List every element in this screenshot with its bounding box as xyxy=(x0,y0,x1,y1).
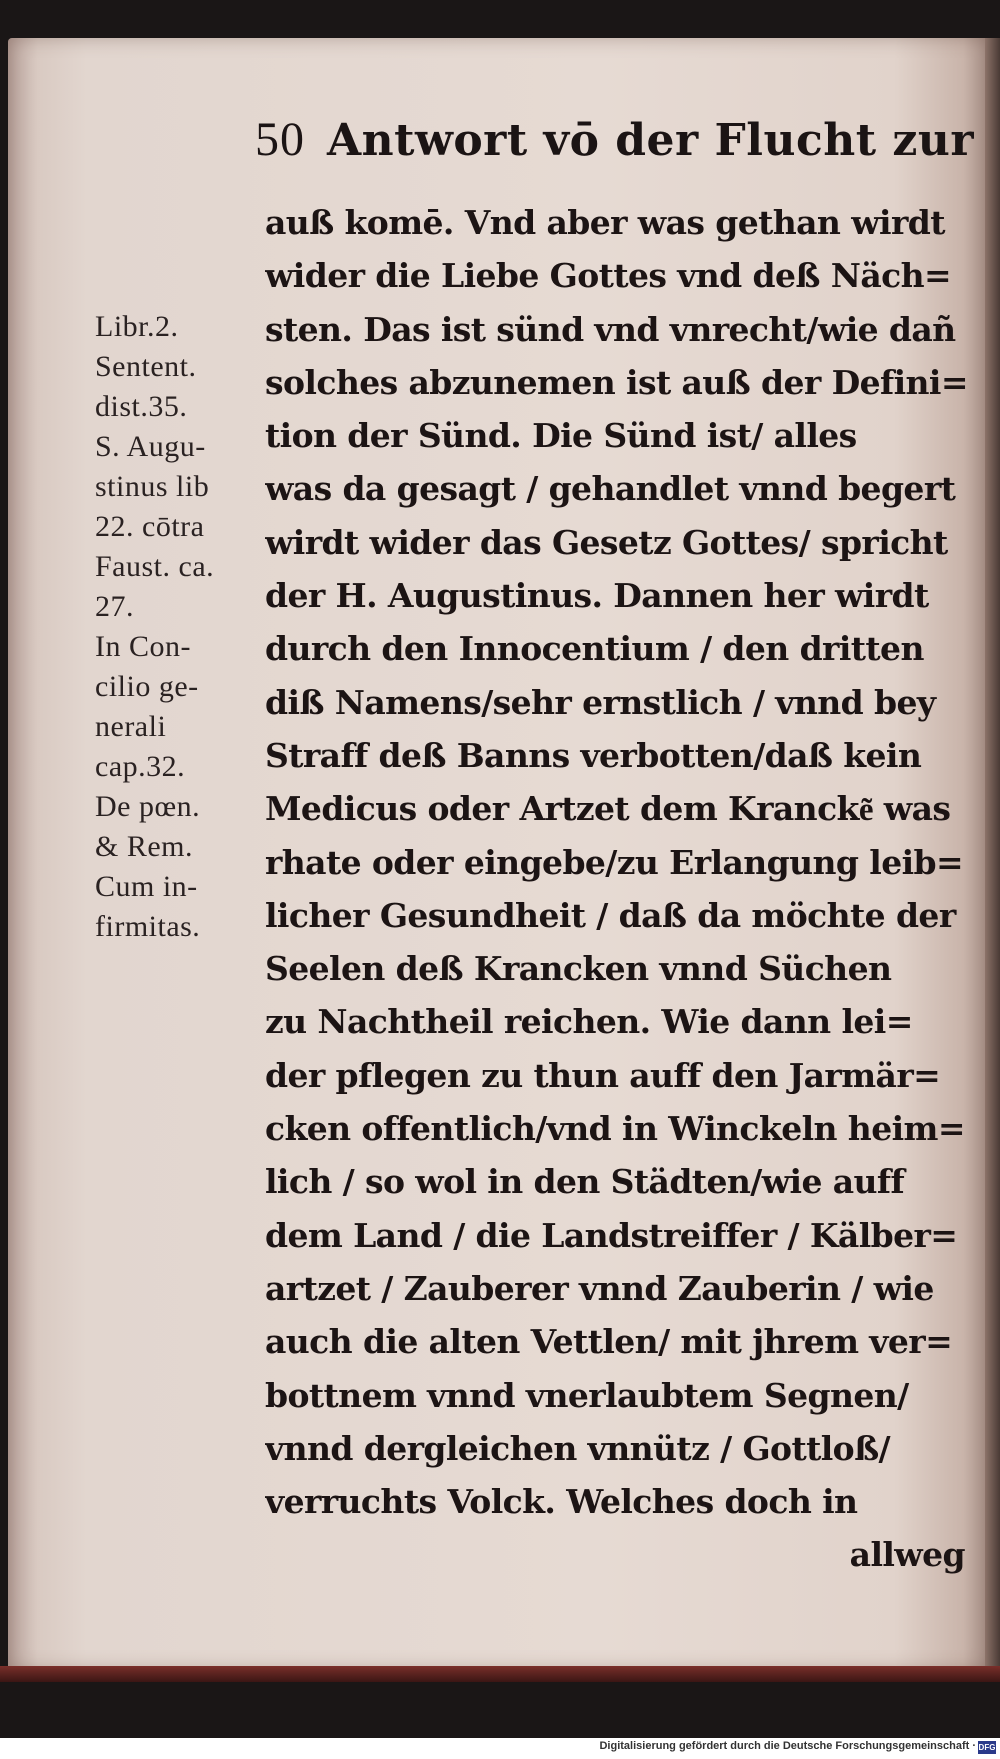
text-line: wirdt wider das Gesetz Gottes/ spricht xyxy=(265,522,948,562)
text-line: auß komē. Vnd aber was gethan wirdt xyxy=(265,203,945,242)
text-line: licher Gesundheit / daß da möchte der xyxy=(265,895,956,935)
credit-bar xyxy=(0,1738,1000,1759)
text-line: dem Land / die Landstreiffer / Kälber= xyxy=(265,1215,958,1255)
margin-note-line: Cum in- xyxy=(95,870,198,903)
text-line: durch den Innocentium / den dritten xyxy=(265,629,924,669)
text-line: cken offentlich/vnd in Winckeln heim= xyxy=(265,1109,965,1149)
text-line: der H. Augustinus. Dannen her wirdt xyxy=(265,576,929,616)
margin-note-line: firmitas. xyxy=(95,910,201,943)
dfg-logo-icon: DFG xyxy=(978,1743,996,1752)
text-line: vnnd dergleichen vnnütz / Gottloß/ xyxy=(265,1428,891,1468)
margin-note-line: cap.32. xyxy=(95,750,186,783)
text-line: Straff deß Banns verbotten/daß kein xyxy=(265,735,922,775)
margin-note-line: In Con- xyxy=(95,630,191,663)
margin-note-line: Faust. ca. xyxy=(95,550,215,583)
margin-note-line: Libr.2. xyxy=(95,310,179,343)
text-line: bottnem vnnd vnerlaubtem Segnen/ xyxy=(265,1375,909,1415)
text-line: Seelen deß Krancken vnnd Süchen xyxy=(265,949,892,989)
margin-note-line: De pœn. xyxy=(95,790,201,823)
text-line: auch die alten Vettlen/ mit jhrem ver= xyxy=(265,1322,953,1362)
text-line: verruchts Volck. Welches doch in xyxy=(265,1482,858,1522)
text-line: sten. Das ist sünd vnd vnrecht/wie dañ xyxy=(265,309,956,349)
margin-note-line: dist.35. xyxy=(95,390,188,423)
margin-note-line: Sentent. xyxy=(95,350,197,383)
text-line: Medicus oder Artzet dem Krancke͂ was xyxy=(265,789,951,829)
margin-note-line: 27. xyxy=(95,590,134,623)
text-line: zu Nachtheil reichen. Wie dann lei= xyxy=(265,1002,913,1042)
text-line: was da gesagt / gehandlet vnnd begert xyxy=(265,469,956,509)
text-line: lich / so wol in den Städten/wie auff xyxy=(265,1162,905,1202)
body-text xyxy=(265,196,985,1582)
text-line: solches abzunemen ist auß der Defini= xyxy=(265,362,968,402)
book-binding-edge xyxy=(0,1666,1000,1682)
margin-notes xyxy=(95,307,265,947)
text-line: diß Namens/sehr ernstlich / vnnd bey xyxy=(265,682,936,722)
text-line: tion der Sünd. Die Sünd ist/ alles xyxy=(265,416,857,456)
page-number: 50 xyxy=(255,113,305,166)
digitization-credit: Digitalisierung gefördert durch die Deutsche Forschungsgemeinschaft · xyxy=(599,1740,976,1752)
margin-note-line: & Rem. xyxy=(95,830,193,863)
margin-note-line: nerali xyxy=(95,710,167,743)
margin-note-line: cilio ge- xyxy=(95,670,199,703)
margin-note-line: stinus lib xyxy=(95,470,210,503)
page-edge xyxy=(985,38,1000,1670)
catchword: allweg xyxy=(849,1535,965,1575)
text-line: artzet / Zauberer vnnd Zauberin / wie xyxy=(265,1268,934,1308)
text-line: wider die Liebe Gottes vnd deß Näch= xyxy=(265,256,952,296)
text-line: der pflegen zu thun auff den Jarmär= xyxy=(265,1055,941,1095)
running-title: Antwort vō der Flucht zur xyxy=(327,115,975,166)
margin-note-line: S. Augu- xyxy=(95,430,206,463)
text-line: rhate oder eingebe/zu Erlangung leib= xyxy=(265,842,964,882)
margin-note-line: 22. cōtra xyxy=(95,510,205,543)
page-header xyxy=(255,112,975,182)
